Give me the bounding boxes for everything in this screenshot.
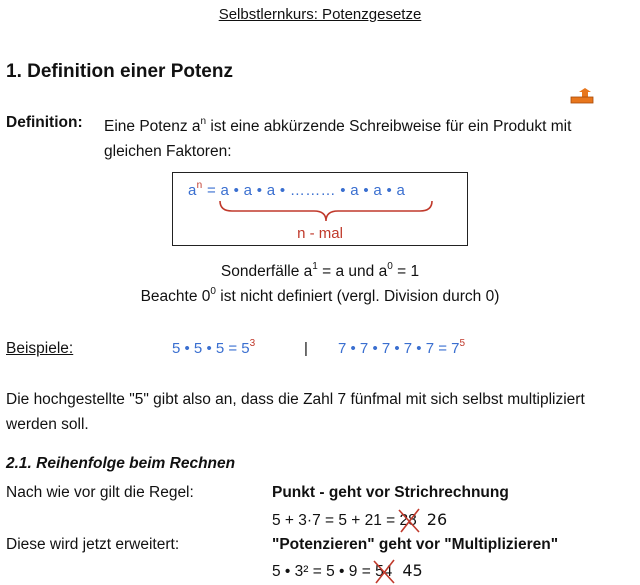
formula-rhs: = a • a • a • ……… • a • a • a <box>202 182 406 199</box>
example-1 <box>172 340 255 357</box>
extension-statement: "Potenzieren" geht vor "Multiplizieren" <box>272 536 559 553</box>
examples-label: Beispiele: <box>6 340 74 357</box>
definition-text <box>104 114 571 164</box>
note-text: Beachte 0 <box>140 288 211 305</box>
calculation-1 <box>272 510 447 530</box>
brace-label: n - mal <box>297 225 343 242</box>
extension-intro: Diese wird jetzt erweitert: <box>6 536 180 553</box>
definition-text-part: gleichen Faktoren: <box>104 143 232 160</box>
handwritten-correction: 26 <box>426 510 448 529</box>
exponent: 0 <box>387 261 393 272</box>
definition-text-part: ist eine abkürzende Schreibweise für ein Produkt mit <box>206 118 572 135</box>
formula-exponent: n <box>196 180 203 191</box>
formula-base: a <box>188 182 197 199</box>
special-text: Sonderfälle a <box>220 263 313 280</box>
return-arrow-icon[interactable] <box>570 88 596 104</box>
example-2 <box>338 340 465 357</box>
wrong-result: 28 <box>399 512 417 529</box>
subsection-heading: 2.1. Reihenfolge beim Rechnen <box>6 455 236 472</box>
section-heading: 1. Definition einer Potenz <box>6 61 233 82</box>
exponent: 1 <box>312 261 318 272</box>
document-title: Selbstlernkurs: Potenzgesetze <box>218 6 422 23</box>
curly-brace <box>218 199 434 228</box>
special-text: = 1 <box>392 263 420 280</box>
calculation-2 <box>272 561 423 581</box>
calculation-text: 5 • 3² = 5 • 9 = <box>272 563 376 580</box>
special-text: = a und a <box>317 263 388 280</box>
rule-statement: Punkt - geht vor Strichrechnung <box>272 484 509 501</box>
wrong-result: 54 <box>375 563 393 580</box>
example-separator: | <box>304 340 308 357</box>
definition-text-part: Eine Potenz a <box>104 118 201 135</box>
handwritten-correction: 45 <box>402 561 423 580</box>
example-text: 5 • 5 • 5 = 5 <box>172 340 250 357</box>
exponent: n <box>200 116 207 127</box>
calculation-text: 5 + 3·7 = 5 + 21 = <box>272 512 400 529</box>
exponent: 3 <box>249 338 256 349</box>
rule-intro: Nach wie vor gilt die Regel: <box>6 484 194 501</box>
exponent: 5 <box>459 338 466 349</box>
zero-power-note <box>0 288 640 306</box>
strike-mark <box>372 557 396 585</box>
strike-mark <box>397 506 421 534</box>
special-cases <box>0 263 640 281</box>
struck-result <box>400 512 417 530</box>
exponent: 0 <box>210 286 216 297</box>
note-text: ist nicht definiert (vergl. Division durch 0) <box>215 288 500 305</box>
struck-result <box>375 563 392 581</box>
power-formula <box>188 182 405 199</box>
explanation-paragraph: Die hochgestellte "5" gibt also an, dass die Zahl 7 fünfmal mit sich selbst multipliziert werden soll. <box>6 391 585 433</box>
definition-label: Definition: <box>6 114 83 131</box>
example-text: 7 • 7 • 7 • 7 • 7 = 7 <box>338 340 460 357</box>
